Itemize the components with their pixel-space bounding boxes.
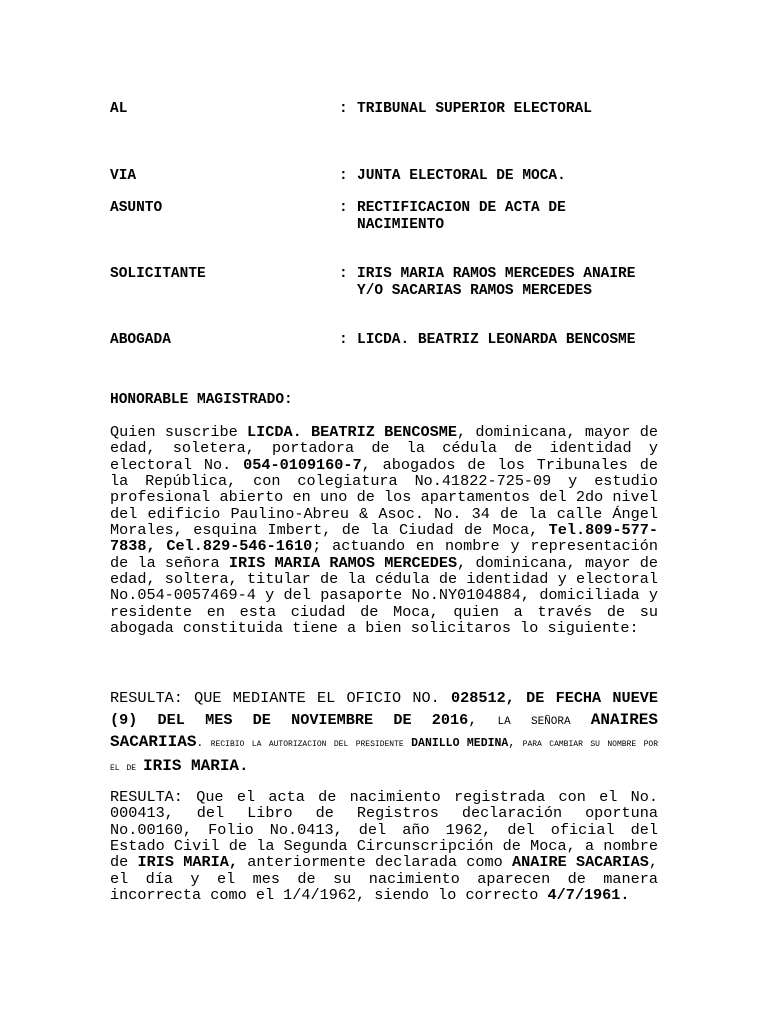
president-name: DANILLO MEDINA: [411, 737, 509, 750]
subject-label: ASUNTO: [110, 200, 163, 216]
new-name: IRIS MARIA.: [143, 757, 249, 775]
applicant-label: SOLICITANTE: [110, 266, 206, 282]
intro-text-4: ; actuando en nombre y representación de la señora: [110, 537, 658, 572]
resulta1-text-4: , para cambiar su nombre por el de: [110, 737, 658, 774]
attorney-label: ABOGADA: [110, 332, 171, 348]
resulta1-text-3: . recibio la autorizacion del presidente: [196, 737, 412, 750]
resulta2-text-3: , el día y el mes de su nacimiento aparecen de manera incorrecta como el 1/4/1962, siendo lo correcto: [110, 853, 658, 905]
oficio-reference: 028512, DE FECHA NUEVE (9) DEL MES DE NOVIEMBRE DE 2016: [110, 689, 658, 729]
registered-name: IRIS MARIA,: [137, 853, 238, 872]
intro-text-3: , abogados de los Tribunales de la República, con colegiatura No.41822-725-09 y estudio profesional abierto en uno de los apartamentos del 2do nivel del edificio Paulino-Abreu & Asoc. No. 34 de la calle Ángel Morales, esquina Imbert, de la Ciudad de Moca,: [110, 455, 658, 540]
resulta1-text-2: , la señora: [468, 711, 591, 729]
via-separator: :: [339, 168, 348, 184]
correct-birth-date: 4/7/1961.: [547, 886, 630, 905]
former-name: ANAIRES SACARIIAS: [110, 711, 659, 751]
resulta1-text-1: RESULTA: QUE MEDIANTE EL OFICIO NO.: [110, 689, 452, 707]
intro-text-2: , dominicana, mayor de edad, soletera, portadora de la cédula de identidad y electoral No.: [110, 423, 658, 474]
applicant-value-line2: Y/O SACARIAS RAMOS MERCEDES: [357, 283, 592, 299]
attorney-name: LICDA. BEATRIZ BENCOSME: [247, 423, 457, 441]
attorney-phone: Tel.809-577-7838, Cel.829-546-1610: [110, 521, 658, 556]
resulta2-text-2: anteriormente declarada como: [237, 853, 512, 872]
previous-declared-name: ANAIRE SACARIAS: [512, 853, 649, 872]
attorney-separator: :: [339, 332, 348, 348]
intro-paragraph: [110, 408, 658, 636]
attorney-id-number: 054-0109160-7: [243, 455, 362, 474]
intro-text-1: Quien suscribe: [110, 423, 248, 441]
applicant-name: IRIS MARIA RAMOS MERCEDES: [228, 553, 458, 572]
subject-value-line2: NACIMIENTO: [357, 217, 445, 233]
via-value: JUNTA ELECTORAL DE MOCA.: [357, 168, 566, 184]
applicant-value-line1: IRIS MARIA RAMOS MERCEDES ANAIRE: [357, 266, 636, 282]
addressee-separator: :: [339, 101, 348, 117]
intro-text-5: , dominicana, mayor de edad, soltera, titular de la cédula de identidad y electoral No.054-0057469-4 y del pasaporte No.NY0104884, domiciliada y residente en esta ciudad de Moca, quien a través de su abogada constituida tiene a bien solicitaros lo siguiente:: [110, 553, 658, 638]
via-label: VIA: [110, 168, 137, 184]
applicant-separator: :: [339, 266, 348, 282]
attorney-value: LICDA. BEATRIZ LEONARDA BENCOSME: [357, 332, 636, 348]
addressee-label: AL: [110, 101, 128, 117]
addressee-value: TRIBUNAL SUPERIOR ELECTORAL: [357, 101, 592, 117]
subject-value-line1: RECTIFICACION DE ACTA DE: [357, 200, 566, 216]
salutation: HONORABLE MAGISTRADO:: [110, 392, 293, 408]
subject-separator: :: [339, 200, 348, 216]
resulta-paragraph-2: [110, 789, 658, 903]
resulta2-text-1: RESULTA: Que el acta de nacimiento registrada con el No. 000413, del Libro de Registros declaración oportuna No.00160, Folio No.0413, del año 1962, del oficial del Estado Civil de la Segunda Circunscripción de Moca, a nombre de: [110, 788, 658, 872]
resulta-paragraph-1: [110, 687, 658, 779]
